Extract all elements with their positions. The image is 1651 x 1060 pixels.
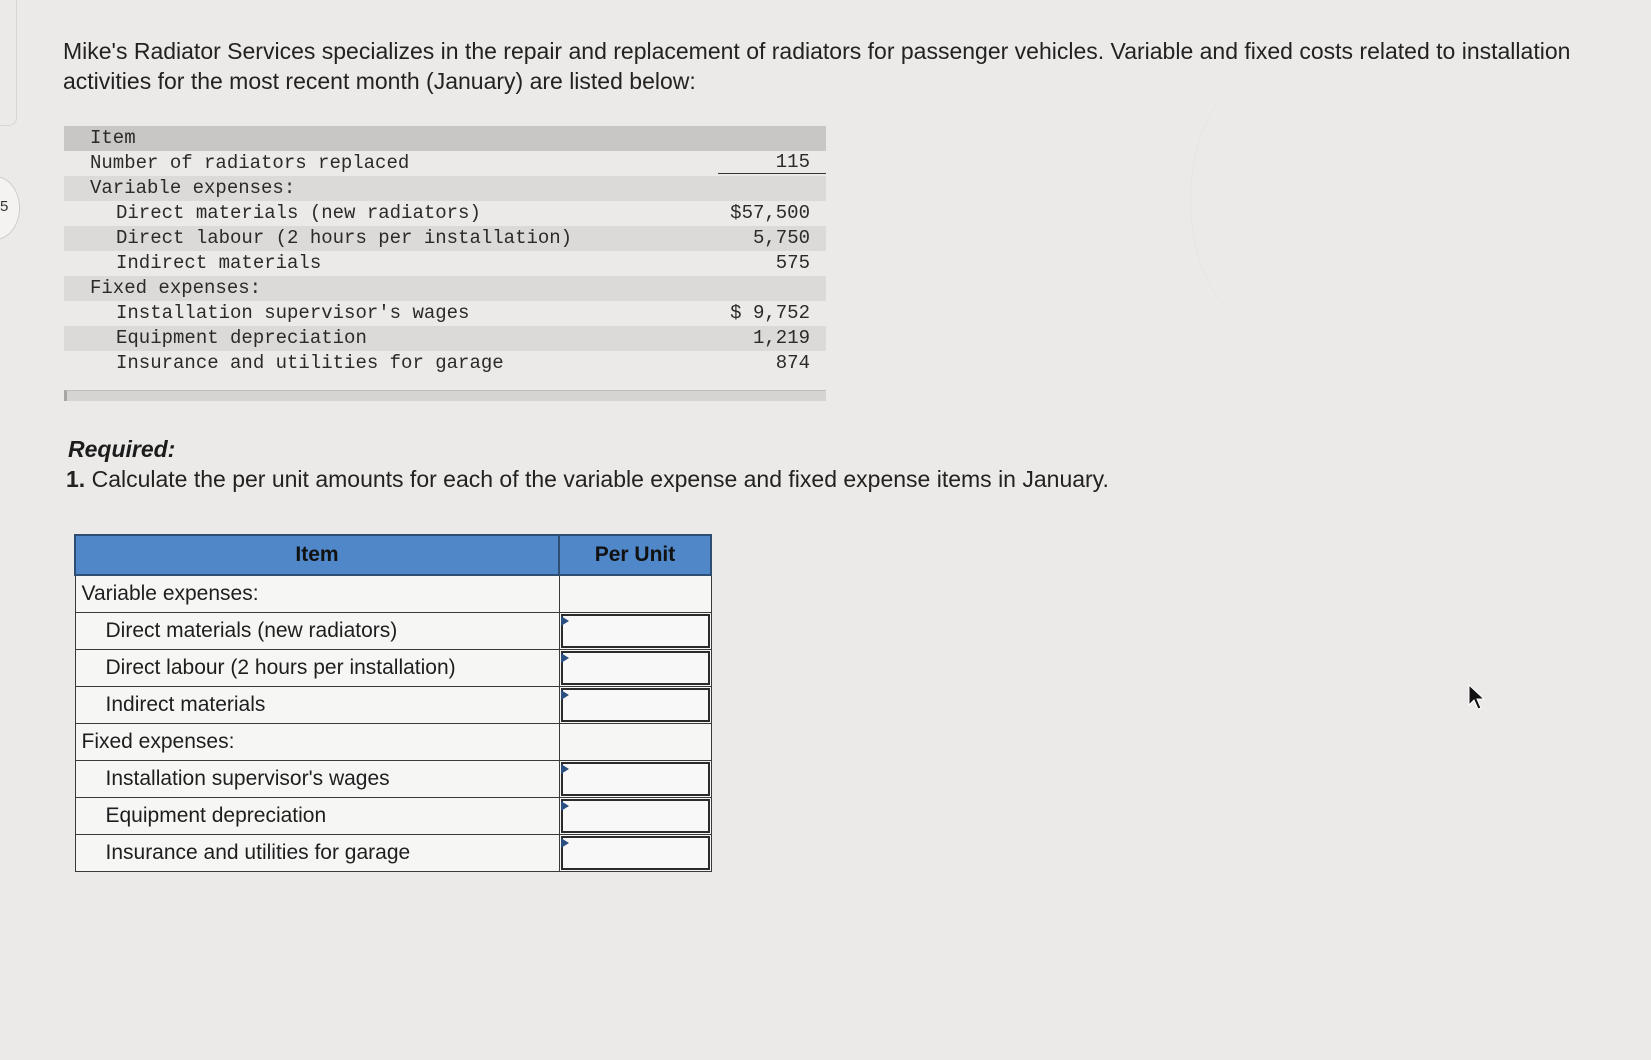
problem-intro: Mike's Radiator Services specializes in the repair and replacement of radiators for passenger vehicles. Variable and fixed costs related to installation activities for the most recent month (January) are listed below: [63, 38, 1571, 94]
question-number: 1. [66, 466, 86, 492]
data-row-label: Variable expenses: [90, 177, 296, 199]
data-table-footer [64, 390, 826, 401]
answer-row-label: Direct labour (2 hours per installation) [75, 650, 559, 687]
input-marker-icon [561, 653, 569, 663]
answer-table [74, 534, 712, 872]
per-unit-input-direct-materials[interactable] [561, 614, 710, 648]
data-row-value: 115 [718, 151, 826, 174]
answer-header-row [75, 535, 711, 575]
data-row-value: $57,500 [730, 202, 810, 224]
data-row-label: Direct materials (new radiators) [116, 202, 481, 224]
answer-input-cell [559, 835, 711, 872]
data-row-label: Direct labour (2 hours per installation) [116, 227, 573, 249]
data-row-label: Number of radiators replaced [90, 152, 410, 174]
answer-row-direct-labour [75, 650, 711, 687]
answer-row-fixed-group [75, 724, 711, 761]
data-row-equipment-depreciation [64, 326, 826, 351]
data-row-label: Equipment depreciation [116, 327, 367, 349]
answer-row-equipment-depreciation [75, 798, 711, 835]
data-row-indirect-materials [64, 251, 826, 276]
answer-input-cell [559, 687, 711, 724]
answer-row-label: Insurance and utilities for garage [75, 835, 559, 872]
per-unit-input-indirect-materials[interactable] [561, 688, 710, 722]
per-unit-input-direct-labour[interactable] [561, 651, 710, 685]
glare-mark [1190, 70, 1351, 330]
answer-row-label: Fixed expenses: [75, 724, 559, 761]
data-row-value: 1,219 [752, 327, 810, 349]
page-edge [0, 0, 17, 126]
data-row-label: Indirect materials [116, 252, 322, 274]
answer-row-label: Direct materials (new radiators) [75, 613, 559, 650]
input-marker-icon [561, 616, 569, 626]
data-row-supervisor-wages [64, 301, 826, 326]
question-body: Calculate the per unit amounts for each of the variable expense and fixed expense items in January. [91, 466, 1109, 492]
data-row-radiators [64, 151, 826, 176]
answer-row-label: Equipment depreciation [75, 798, 559, 835]
answer-row-indirect-materials [75, 687, 711, 724]
data-table-header [64, 126, 826, 151]
answer-row-label: Installation supervisor's wages [75, 761, 559, 798]
data-row-value: 5,750 [752, 227, 810, 249]
answer-row-variable-group [75, 575, 711, 613]
data-row-direct-materials [64, 201, 826, 226]
answer-input-cell [559, 613, 711, 650]
required-heading: Required: [68, 436, 176, 462]
answer-input-cell [559, 798, 711, 835]
per-unit-input-insurance-utilities[interactable] [561, 836, 710, 870]
answer-input-cell [559, 650, 711, 687]
cost-data-table [64, 126, 826, 401]
per-unit-input-equipment-depreciation[interactable] [561, 799, 710, 833]
answer-empty-cell [559, 575, 711, 613]
data-header-item: Item [90, 127, 136, 149]
data-row-insurance-utilities [64, 351, 826, 376]
data-row-label: Fixed expenses: [90, 277, 262, 299]
answer-row-insurance-utilities [75, 835, 711, 872]
answer-row-supervisor-wages [75, 761, 711, 798]
input-marker-icon [561, 690, 569, 700]
data-row-direct-labour [64, 226, 826, 251]
answer-row-label: Indirect materials [75, 687, 559, 724]
data-row-label: Insurance and utilities for garage [116, 352, 504, 374]
answer-empty-cell [559, 724, 711, 761]
answer-header-item: Item [75, 535, 559, 575]
input-marker-icon [561, 838, 569, 848]
data-row-label: Installation supervisor's wages [116, 302, 470, 324]
answer-row-direct-materials [75, 613, 711, 650]
input-marker-icon [561, 764, 569, 774]
answer-input-cell [559, 761, 711, 798]
input-marker-icon [561, 801, 569, 811]
question-number-badge: 5 [0, 198, 9, 215]
data-row-fixed-group [64, 276, 826, 301]
mouse-cursor-icon [1467, 683, 1487, 711]
question-text [66, 466, 1109, 493]
answer-header-per-unit: Per Unit [559, 535, 711, 575]
answer-row-label: Variable expenses: [75, 575, 559, 613]
data-row-value: $ 9,752 [730, 302, 810, 324]
per-unit-input-supervisor-wages[interactable] [561, 762, 710, 796]
data-row-variable-group [64, 176, 826, 201]
data-row-value: 575 [775, 252, 810, 274]
data-row-value: 874 [775, 352, 810, 374]
